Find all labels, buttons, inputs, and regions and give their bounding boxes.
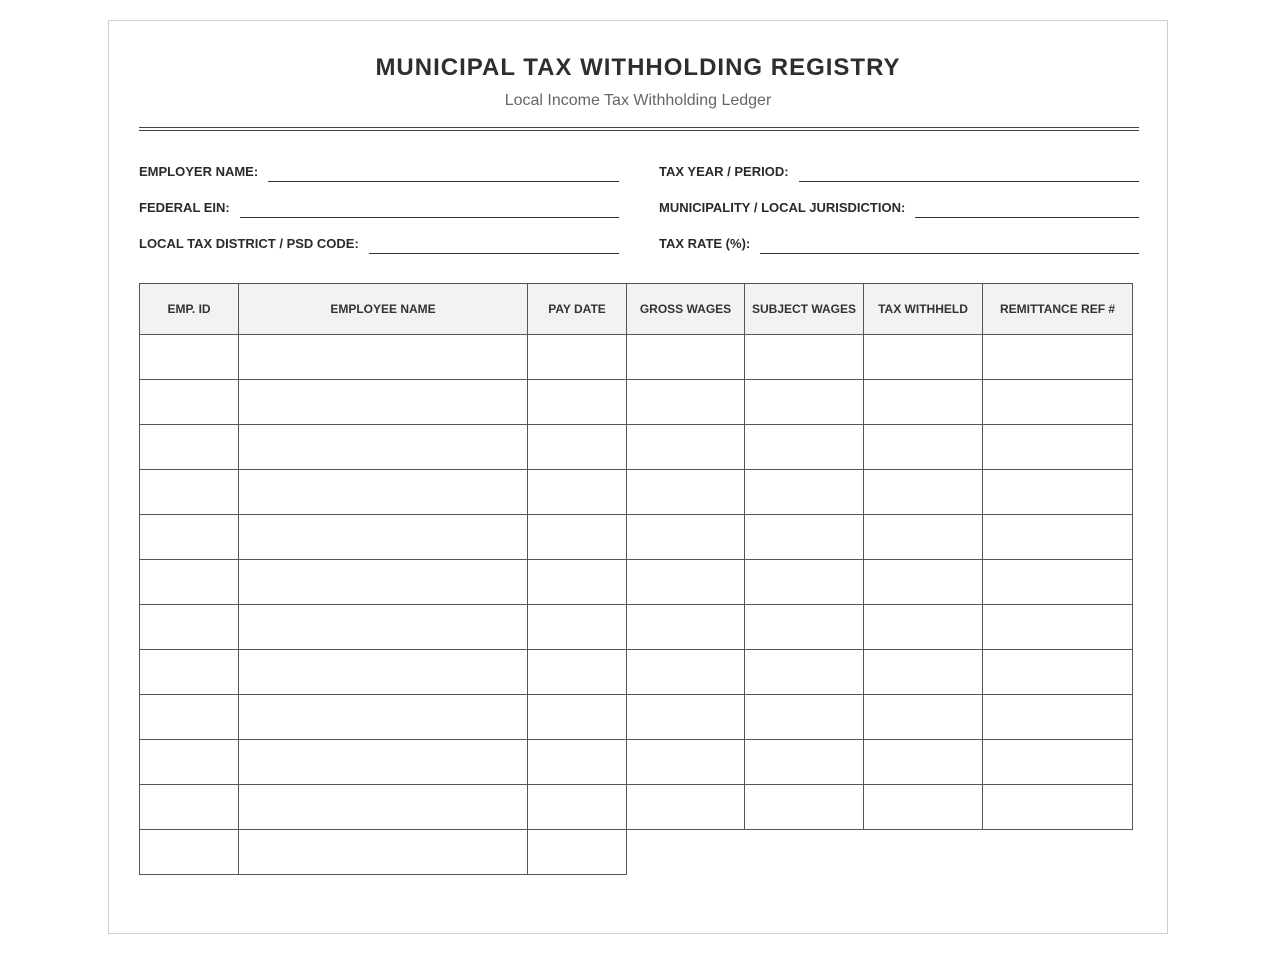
table-cell[interactable] (139, 379, 239, 425)
table-cell[interactable] (238, 379, 528, 425)
federal-ein-field (139, 196, 619, 218)
table-cell[interactable] (139, 694, 239, 740)
table-cell[interactable] (744, 424, 864, 470)
employer-name-field (139, 160, 619, 182)
table-cell[interactable] (139, 334, 239, 380)
table-cell[interactable] (626, 514, 745, 560)
federal-ein-input-line[interactable] (240, 197, 619, 218)
municipality-field (659, 196, 1139, 218)
table-cell[interactable] (238, 604, 528, 650)
table-cell[interactable] (863, 559, 983, 605)
table-cell[interactable] (626, 739, 745, 785)
local-tax-district-label: LOCAL TAX DISTRICT / PSD CODE: (139, 236, 359, 251)
table-cell[interactable] (238, 649, 528, 695)
table-cell[interactable] (527, 649, 627, 695)
table-cell[interactable] (982, 334, 1133, 380)
table-cell[interactable] (139, 649, 239, 695)
table-cell[interactable] (863, 514, 983, 560)
table-cell[interactable] (626, 334, 745, 380)
table-cell[interactable] (238, 424, 528, 470)
table-cell[interactable] (238, 784, 528, 830)
form-sheet (108, 20, 1168, 934)
table-cell[interactable] (139, 559, 239, 605)
tax-rate-input-line[interactable] (760, 233, 1139, 254)
column-header: TAX WITHHELD (863, 283, 983, 335)
table-cell[interactable] (744, 649, 864, 695)
column-header: SUBJECT WAGES (744, 283, 864, 335)
table-cell[interactable] (982, 784, 1133, 830)
table-cell[interactable] (139, 514, 239, 560)
table-cell[interactable] (238, 829, 528, 875)
table-cell[interactable] (139, 469, 239, 515)
local-tax-district-input-line[interactable] (369, 233, 619, 254)
municipality-label: MUNICIPALITY / LOCAL JURISDICTION: (659, 200, 906, 215)
table-cell[interactable] (863, 739, 983, 785)
title-divider-top (139, 127, 1139, 128)
column-header: EMP. ID (139, 283, 239, 335)
federal-ein-label: FEDERAL EIN: (139, 200, 230, 215)
table-cell[interactable] (863, 334, 983, 380)
table-cell[interactable] (863, 694, 983, 740)
table-cell[interactable] (238, 739, 528, 785)
column-header: EMPLOYEE NAME (238, 283, 528, 335)
table-cell[interactable] (626, 694, 745, 740)
table-cell[interactable] (527, 829, 627, 875)
table-cell[interactable] (982, 604, 1133, 650)
column-header: GROSS WAGES (626, 283, 745, 335)
table-cell[interactable] (139, 739, 239, 785)
table-cell[interactable] (982, 379, 1133, 425)
tax-year-period-field (659, 160, 1139, 182)
table-cell[interactable] (527, 379, 627, 425)
table-cell[interactable] (238, 514, 528, 560)
table-cell[interactable] (744, 739, 864, 785)
table-cell[interactable] (982, 694, 1133, 740)
local-tax-district-field (139, 232, 619, 254)
table-cell[interactable] (527, 694, 627, 740)
table-cell[interactable] (527, 784, 627, 830)
column-header: PAY DATE (527, 283, 627, 335)
table-cell[interactable] (626, 649, 745, 695)
table-cell[interactable] (744, 559, 864, 605)
table-cell[interactable] (982, 514, 1133, 560)
table-cell[interactable] (527, 739, 627, 785)
table-cell[interactable] (982, 469, 1133, 515)
table-cell[interactable] (527, 334, 627, 380)
form-title: MUNICIPAL TAX WITHHOLDING REGISTRY (375, 54, 901, 81)
table-cell[interactable] (626, 559, 745, 605)
withholding-table (139, 283, 1139, 876)
table-cell[interactable] (982, 739, 1133, 785)
table-cell[interactable] (863, 379, 983, 425)
table-cell[interactable] (139, 424, 239, 470)
table-cell[interactable] (863, 649, 983, 695)
table-cell[interactable] (238, 694, 528, 740)
table-cell[interactable] (139, 604, 239, 650)
title-divider-bottom (139, 130, 1139, 131)
table-cell[interactable] (527, 559, 627, 605)
table-cell[interactable] (626, 784, 745, 830)
form-subtitle: Local Income Tax Withholding Ledger (504, 92, 772, 109)
tax-year-period-input-line[interactable] (799, 161, 1139, 182)
table-cell[interactable] (139, 829, 239, 875)
table-cell[interactable] (863, 469, 983, 515)
table-cell[interactable] (863, 784, 983, 830)
table-cell[interactable] (744, 784, 864, 830)
table-cell[interactable] (744, 469, 864, 515)
table-cell[interactable] (626, 424, 745, 470)
table-cell[interactable] (744, 514, 864, 560)
table-cell[interactable] (744, 694, 864, 740)
tax-year-period-label: TAX YEAR / PERIOD: (659, 164, 789, 179)
table-cell[interactable] (238, 559, 528, 605)
table-cell[interactable] (982, 424, 1133, 470)
table-cell[interactable] (238, 334, 528, 380)
employer-name-input-line[interactable] (268, 161, 619, 182)
tax-rate-label: TAX RATE (%): (659, 236, 751, 251)
table-cell[interactable] (626, 604, 745, 650)
table-cell[interactable] (982, 649, 1133, 695)
table-cell[interactable] (527, 469, 627, 515)
table-cell[interactable] (626, 469, 745, 515)
table-cell[interactable] (982, 559, 1133, 605)
column-header: REMITTANCE REF # (982, 283, 1133, 335)
table-cell[interactable] (527, 604, 627, 650)
table-cell[interactable] (527, 424, 627, 470)
employer-name-label: EMPLOYER NAME: (139, 164, 259, 179)
table-cell[interactable] (238, 469, 528, 515)
table-cell[interactable] (744, 334, 864, 380)
tax-rate-field (659, 232, 1139, 254)
table-cell[interactable] (863, 424, 983, 470)
municipality-input-line[interactable] (915, 197, 1139, 218)
table-cell[interactable] (626, 379, 745, 425)
table-cell[interactable] (744, 604, 864, 650)
table-cell[interactable] (527, 514, 627, 560)
table-cell[interactable] (744, 379, 864, 425)
table-cell[interactable] (139, 784, 239, 830)
table-cell[interactable] (863, 604, 983, 650)
